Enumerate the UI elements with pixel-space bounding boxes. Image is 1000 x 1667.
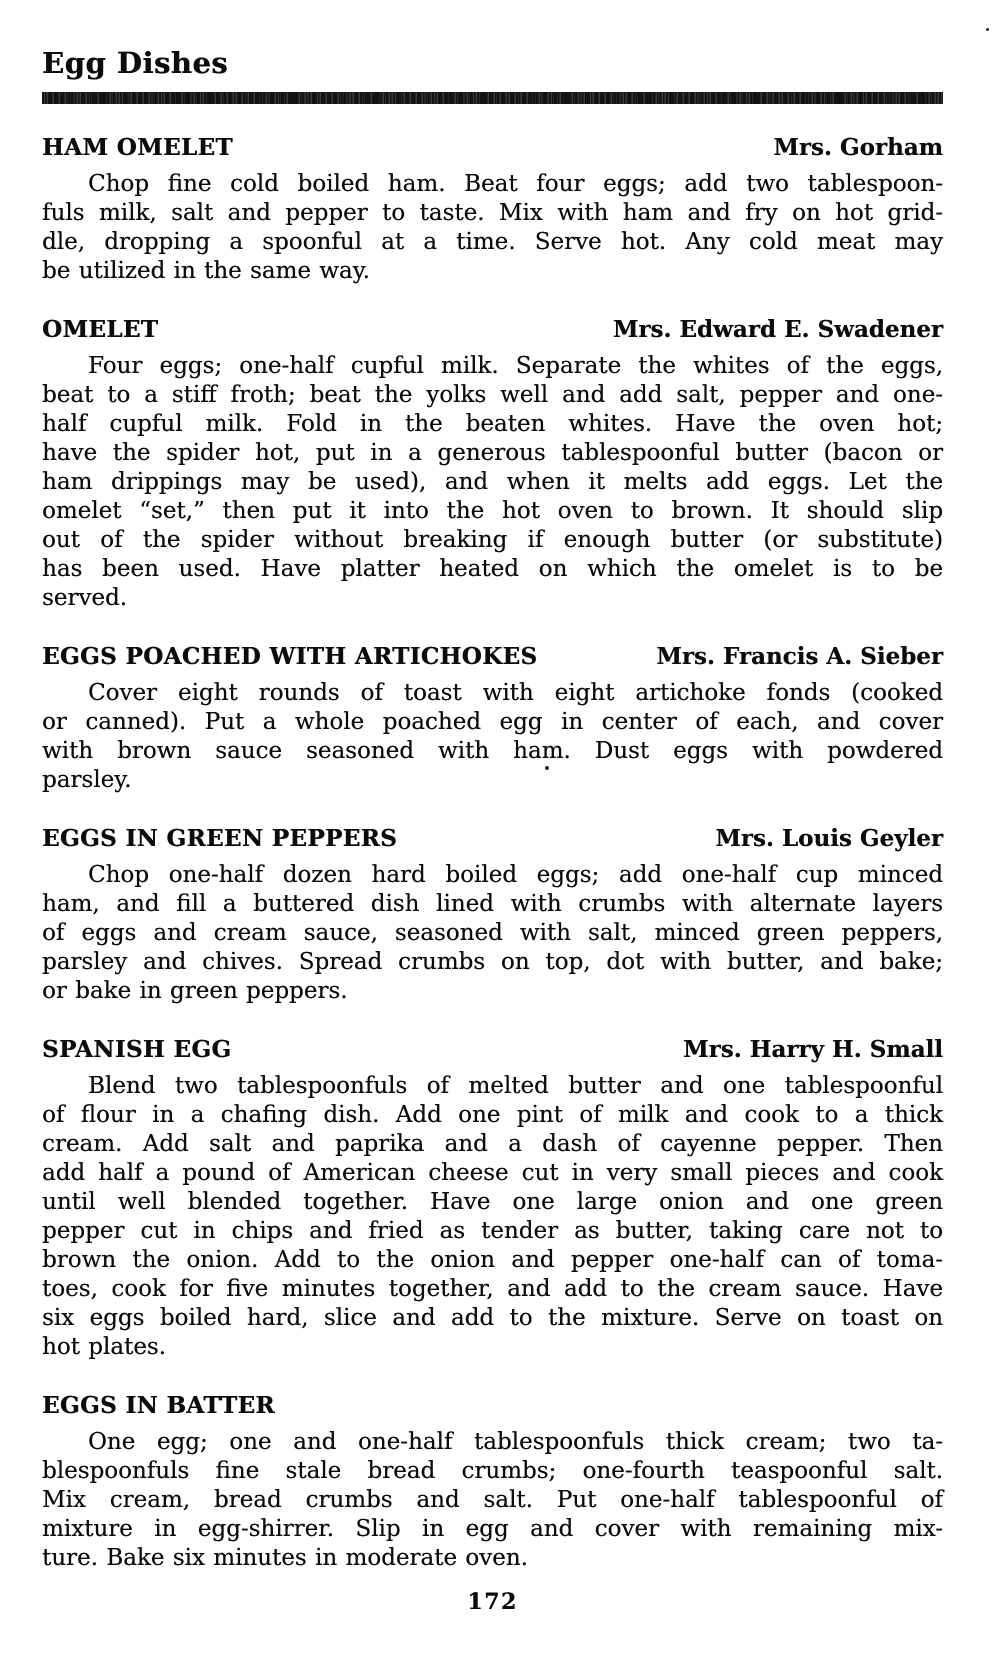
page-title: Egg Dishes xyxy=(42,46,229,80)
recipe-block xyxy=(42,134,943,286)
recipe-header xyxy=(42,643,943,671)
recipe-text-line: ham, and fill a buttered dish lined with crumbs with alternate layers xyxy=(42,891,943,917)
recipe-title: OMELET xyxy=(42,316,159,343)
recipe-body xyxy=(42,170,943,286)
recipe-text-line: or bake in green peppers. xyxy=(42,978,348,1004)
recipe-title: EGGS IN BATTER xyxy=(42,1392,275,1419)
recipe-text-line: cream. Add salt and paprika and a dash of cayenne pepper. Then xyxy=(42,1131,943,1157)
recipe-header xyxy=(42,825,943,853)
recipe-text-line: Mix cream, bread crumbs and salt. Put one-half tablespoonful of xyxy=(42,1487,943,1513)
recipe-text-line: Four eggs; one-half cupful milk. Separate the whites of the eggs, xyxy=(88,353,943,379)
recipe-text-line: dle, dropping a spoonful at a time. Serve hot. Any cold meat may xyxy=(42,229,943,255)
recipe-text-line: pepper cut in chips and fried as tender as butter, taking care not to xyxy=(42,1218,943,1244)
recipe-contributor: Mrs. Gorham xyxy=(773,134,943,161)
recipe-text-line: have the spider hot, put in a generous tablespoonful butter (bacon or xyxy=(42,440,943,466)
recipe-title: EGGS IN GREEN PEPPERS xyxy=(42,825,398,852)
recipe-header xyxy=(42,134,943,162)
recipe-contributor: Mrs. Edward E. Swadener xyxy=(612,316,943,343)
recipe-header xyxy=(42,1036,943,1064)
recipe-text-line: or canned). Put a whole poached egg in center of each, and cover xyxy=(42,709,943,735)
recipe-text-line: of eggs and cream sauce, seasoned with salt, minced green peppers, xyxy=(42,920,943,946)
recipe-text-line: parsley. xyxy=(42,767,132,793)
recipe-contributor: Mrs. Louis Geyler xyxy=(715,825,943,852)
recipe-text-line: out of the spider without breaking if enough butter (or substitute) xyxy=(42,527,943,553)
recipe-header xyxy=(42,316,943,344)
recipe-text-line: brown the onion. Add to the onion and pepper one-half can of toma- xyxy=(42,1247,943,1273)
recipe-body xyxy=(42,1428,943,1573)
recipe-text-line: half cupful milk. Fold in the beaten whites. Have the oven hot; xyxy=(42,411,943,437)
recipe-title: EGGS POACHED WITH ARTICHOKES xyxy=(42,643,538,670)
recipe-text-line: beat to a stiff froth; beat the yolks well and add salt, pepper and one- xyxy=(42,382,943,408)
recipe-block xyxy=(42,1392,943,1573)
recipe-text-line: six eggs boiled hard, slice and add to the mixture. Serve on toast on xyxy=(42,1305,943,1331)
recipe-text-line: until well blended together. Have one large onion and one green xyxy=(42,1189,943,1215)
recipe-text-line: Chop one-half dozen hard boiled eggs; add one-half cup minced xyxy=(88,862,943,888)
recipe-header xyxy=(42,1392,943,1420)
recipe-body xyxy=(42,352,943,613)
recipe-text-line: ture. Bake six minutes in moderate oven. xyxy=(42,1545,528,1571)
recipe-text-line: mixture in egg-shirrer. Slip in egg and cover with remaining mix- xyxy=(42,1516,943,1542)
recipe-text-line: add half a pound of American cheese cut in very small pieces and cook xyxy=(42,1160,943,1186)
scan-speck xyxy=(986,28,989,31)
recipe-title: HAM OMELET xyxy=(42,134,233,161)
recipe-text-line: One egg; one and one-half tablespoonfuls thick cream; two ta- xyxy=(88,1429,943,1455)
ornamental-rule xyxy=(42,92,943,104)
recipe-text-line: hot plates. xyxy=(42,1334,166,1360)
recipe-block xyxy=(42,1036,943,1362)
recipe-block xyxy=(42,316,943,613)
recipe-contributor: Mrs. Francis A. Sieber xyxy=(656,643,943,670)
recipe-text-line: served. xyxy=(42,585,128,611)
scan-speck xyxy=(545,766,549,770)
recipe-text-line: Blend two tablespoonfuls of melted butter and one tablespoonful xyxy=(88,1073,943,1099)
recipe-text-line: Cover eight rounds of toast with eight artichoke fonds (cooked xyxy=(88,680,943,706)
recipe-text-line: Chop fine cold boiled ham. Beat four eggs; add two tablespoon- xyxy=(88,171,943,197)
recipe-contributor: Mrs. Harry H. Small xyxy=(683,1036,943,1063)
recipe-text-line: has been used. Have platter heated on which the omelet is to be xyxy=(42,556,943,582)
recipe-block xyxy=(42,643,943,795)
recipe-body xyxy=(42,861,943,1006)
recipe-text-line: toes, cook for five minutes together, and add to the cream sauce. Have xyxy=(42,1276,943,1302)
recipe-text-line: fuls milk, salt and pepper to taste. Mix with ham and fry on hot grid- xyxy=(42,200,943,226)
page-number: 172 xyxy=(467,1589,518,1615)
recipe-text-line: of flour in a chafing dish. Add one pint of milk and cook to a thick xyxy=(42,1102,943,1128)
recipe-body xyxy=(42,679,943,795)
recipe-text-line: be utilized in the same way. xyxy=(42,258,370,284)
recipe-text-line: omelet “set,” then put it into the hot oven to brown. It should slip xyxy=(42,498,943,524)
recipe-title: SPANISH EGG xyxy=(42,1036,232,1063)
recipe-body xyxy=(42,1072,943,1362)
recipe-text-line: ham drippings may be used), and when it melts add eggs. Let the xyxy=(42,469,943,495)
recipe-text-line: parsley and chives. Spread crumbs on top, dot with butter, and bake; xyxy=(42,949,943,975)
recipe-list xyxy=(42,134,943,1573)
recipe-text-line: with brown sauce seasoned with ham. Dust eggs with powdered xyxy=(42,738,943,764)
recipe-block xyxy=(42,825,943,1006)
recipe-text-line: blespoonfuls fine stale bread crumbs; one-fourth teaspoonful salt. xyxy=(42,1458,943,1484)
